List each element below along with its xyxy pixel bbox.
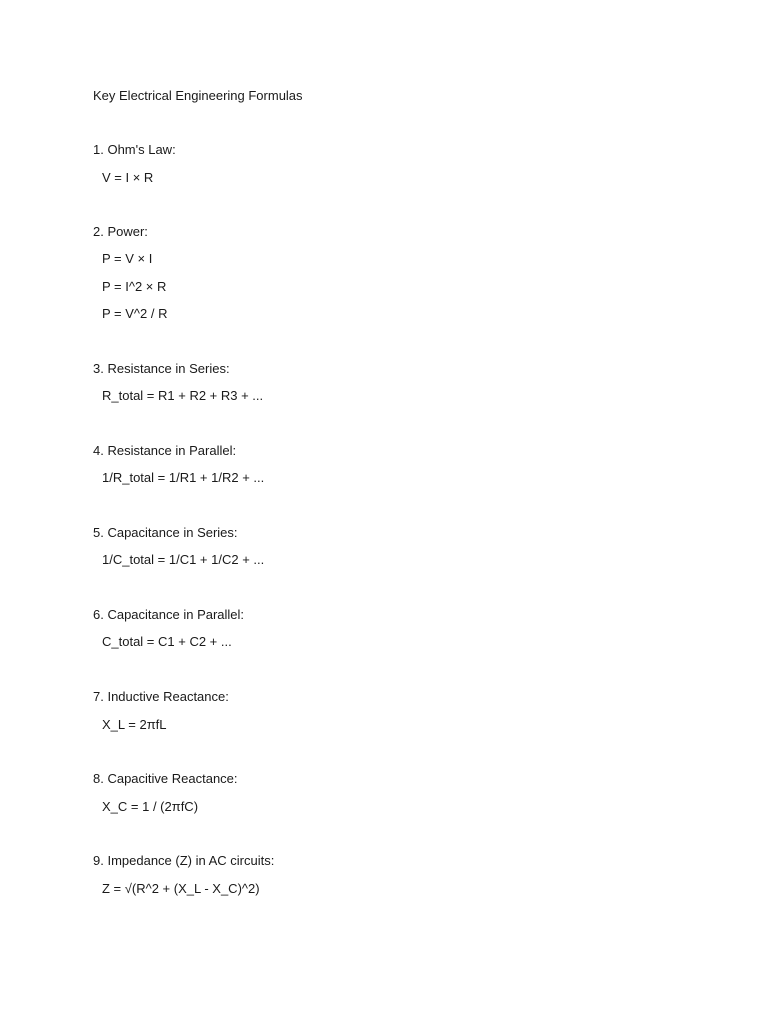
formula-resistance-series: R_total = R1 + R2 + R3 + ...: [102, 388, 264, 403]
formula-power-v2r: P = V^2 / R: [102, 306, 168, 321]
section-heading-impedance: 9. Impedance (Z) in AC circuits:: [93, 853, 275, 868]
formula-impedance: Z = √(R^2 + (X_L - X_C)^2): [102, 881, 260, 896]
formula-capacitance-series: 1/C_total = 1/C1 + 1/C2 + ...: [102, 552, 265, 567]
section-heading-capacitive-reactance: 8. Capacitive Reactance:: [93, 771, 238, 786]
section-heading-capacitance-series: 5. Capacitance in Series:: [93, 525, 238, 540]
section-heading-inductive-reactance: 7. Inductive Reactance:: [93, 689, 229, 704]
document-title: Key Electrical Engineering Formulas: [93, 88, 303, 103]
section-heading-capacitance-parallel: 6. Capacitance in Parallel:: [93, 607, 245, 622]
formula-ohms-law: V = I × R: [102, 170, 154, 185]
section-heading-ohms-law: 1. Ohm's Law:: [93, 142, 176, 157]
formula-power-vi: P = V × I: [102, 251, 153, 266]
formula-capacitive-reactance: X_C = 1 / (2πfC): [102, 799, 199, 814]
section-heading-power: 2. Power:: [93, 224, 148, 239]
formula-capacitance-parallel: C_total = C1 + C2 + ...: [102, 634, 232, 649]
section-heading-resistance-series: 3. Resistance in Series:: [93, 361, 230, 376]
formula-power-i2r: P = I^2 × R: [102, 279, 167, 294]
section-heading-resistance-parallel: 4. Resistance in Parallel:: [93, 443, 237, 458]
formula-inductive-reactance: X_L = 2πfL: [102, 717, 167, 732]
formula-resistance-parallel: 1/R_total = 1/R1 + 1/R2 + ...: [102, 470, 265, 485]
